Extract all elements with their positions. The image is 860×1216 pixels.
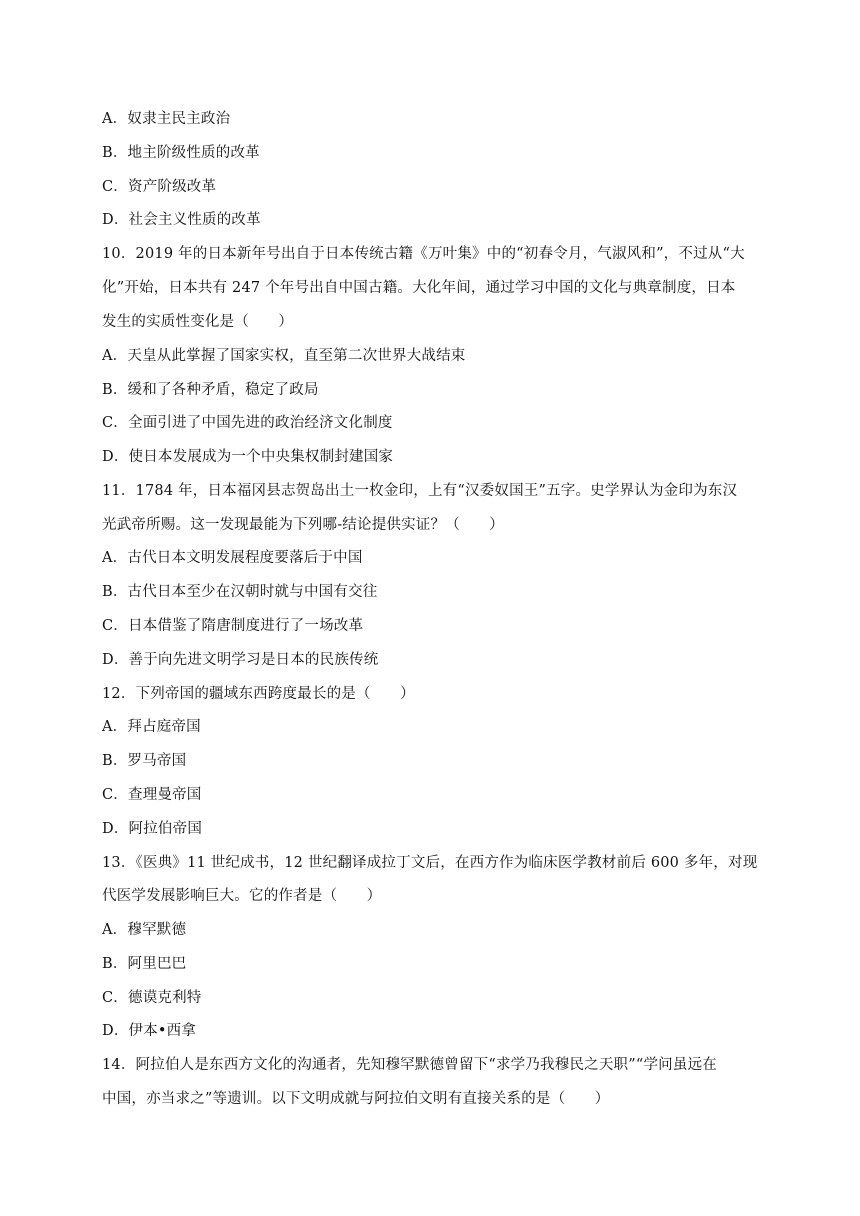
option-13b: B．阿里巴巴 (102, 956, 187, 972)
option-10b: B．缓和了各种矛盾，稳定了政局 (102, 382, 319, 398)
option-11c: C．日本借鉴了隋唐制度进行了一场改革 (102, 618, 364, 634)
question-10-line-1: 10．2019 年的日本新年号出自于日本传统古籍《万叶集》中的“初春令月，气淑风和”，不过从“大 (102, 246, 745, 262)
option-9a: A．奴隶主民主政治 (102, 111, 231, 127)
option-12a: A．拜占庭帝国 (102, 719, 201, 735)
option-9c: C．资产阶级改革 (102, 179, 217, 195)
option-9d: D．社会主义性质的改革 (102, 212, 261, 228)
question-14-line-2: 中国，亦当求之”等遗训。以下文明成就与阿拉伯文明有直接关系的是（ ） (102, 1091, 610, 1107)
question-12: 12．下列帝国的疆域东西跨度最长的是（ ） (102, 686, 415, 702)
option-10c: C．全面引进了中国先进的政治经济文化制度 (102, 415, 393, 431)
option-13a: A．穆罕默德 (102, 922, 187, 938)
question-11-line-2: 光武帝所赐。这一发现最能为下列哪-结论提供实证？（ ） (102, 517, 504, 533)
option-10d: D．使日本发展成为一个中央集权制封建国家 (102, 449, 394, 465)
option-13c: C．德谟克利特 (102, 990, 202, 1006)
question-10-line-2: 化”开始，日本共有 247 个年号出自中国古籍。大化年间，通过学习中国的文化与典章制度，日本 (102, 280, 736, 296)
question-13-line-1: 13．《医典》11 世纪成书，12 世纪翻译成拉丁文后，在西方作为临床医学教材前后 600 多年，对现 (102, 855, 758, 871)
option-11d: D．善于向先进文明学习是日本的民族传统 (102, 652, 379, 668)
option-11b: B．古代日本至少在汉朝时就与中国有交往 (102, 584, 378, 600)
question-10-line-3: 发生的实质性变化是（ ） (102, 314, 294, 330)
option-10a: A．天皇从此掌握了国家实权，直至第二次世界大战结束 (102, 348, 466, 364)
option-12b: B．罗马帝国 (102, 753, 187, 769)
option-12d: D．阿拉伯帝国 (102, 821, 203, 837)
option-12c: C．查理曼帝国 (102, 787, 202, 803)
question-11-line-1: 11．1784 年，日本福冈县志贺岛出土一枚金印，上有“汉委奴国王”五字。史学界认为金印为东汉 (102, 483, 738, 499)
question-13-line-2: 代医学发展影响巨大。它的作者是（ ） (102, 888, 382, 904)
option-13d: D．伊本•西拿 (102, 1023, 197, 1039)
question-14-line-1: 14．阿拉伯人是东西方文化的沟通者，先知穆罕默德曾留下“求学乃我穆民之天职”“学问虽远在 (102, 1057, 717, 1073)
option-9b: B．地主阶级性质的改革 (102, 145, 260, 161)
option-11a: A．古代日本文明发展程度要落后于中国 (102, 550, 363, 566)
